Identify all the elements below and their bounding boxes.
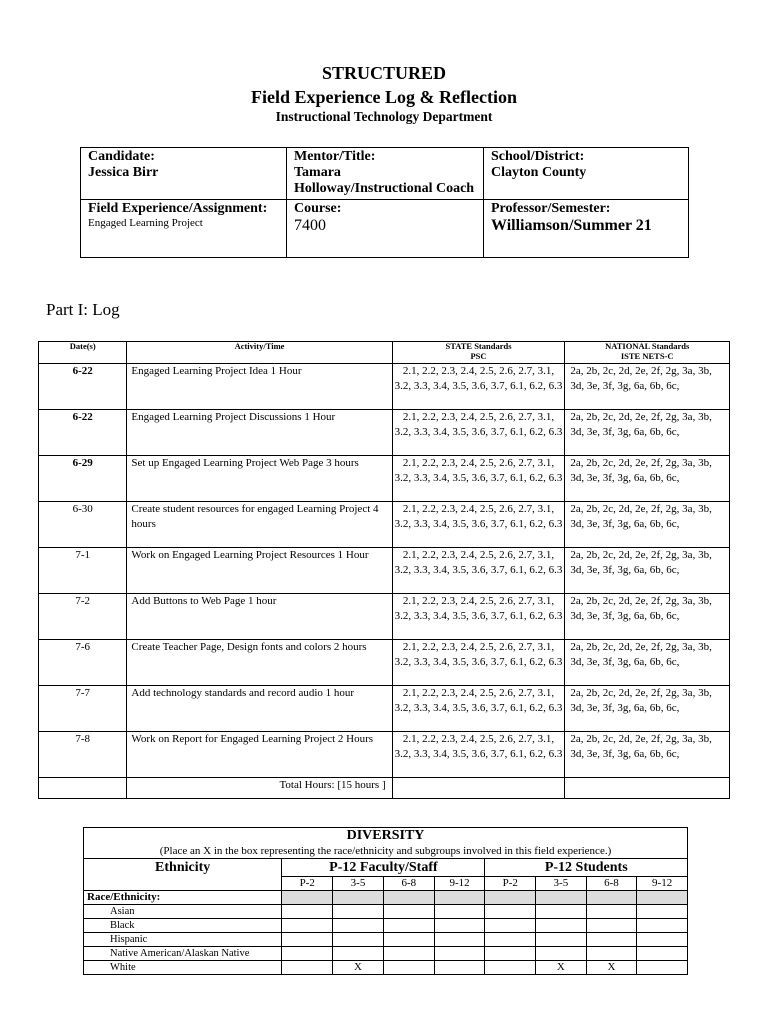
field-experience-value: Engaged Learning Project (88, 217, 203, 229)
course-value: 7400 (294, 217, 326, 234)
shaded-cell (586, 891, 637, 905)
mark-cell[interactable] (536, 905, 587, 919)
mark-cell[interactable] (637, 961, 688, 975)
mark-cell[interactable] (485, 933, 536, 947)
shaded-cell (383, 891, 434, 905)
group-name: Black (84, 919, 282, 933)
national-standards-column-header (565, 342, 730, 364)
grade-header: 3-5 (333, 877, 384, 891)
diversity-row (84, 947, 688, 961)
document-subtitle: Field Experience Log & Reflection (251, 87, 517, 107)
grade-header: 6-8 (383, 877, 434, 891)
mentor-label: Mentor/Title: (294, 149, 376, 164)
shaded-cell (282, 891, 333, 905)
race-ethnicity-label: Race/Ethnicity: (84, 891, 282, 905)
diversity-title: DIVERSITY (84, 828, 688, 845)
mark-cell[interactable] (536, 947, 587, 961)
mark-cell[interactable] (434, 961, 485, 975)
total-empty-cell (39, 778, 127, 799)
log-row (39, 686, 730, 732)
mark-cell[interactable] (637, 919, 688, 933)
log-activity: Add Buttons to Web Page 1 hour (127, 594, 392, 640)
mark-cell[interactable] (485, 961, 536, 975)
students-header: P-12 Students (485, 859, 688, 877)
log-row (39, 594, 730, 640)
total-empty-cell (392, 778, 565, 799)
professor-label: Professor/Semester: (491, 201, 611, 216)
mark-cell[interactable] (282, 961, 333, 975)
mark-cell[interactable] (333, 947, 384, 961)
log-national-standards: 2a, 2b, 2c, 2d, 2e, 2f, 2g, 3a, 3b, 3d, 3e, 3f, 3g, 6a, 6b, 6c, (565, 640, 730, 686)
mark-cell[interactable] (586, 919, 637, 933)
log-state-standards: 2.1, 2.2, 2.3, 2.4, 2.5, 2.6, 2.7, 3.1, 3.2, 3.3, 3.4, 3.5, 3.6, 3.7, 6.1, 6.2, 6.3 (392, 502, 565, 548)
log-national-standards: 2a, 2b, 2c, 2d, 2e, 2f, 2g, 3a, 3b, 3d, 3e, 3f, 3g, 6a, 6b, 6c, (565, 732, 730, 778)
mark-cell[interactable]: X (333, 961, 384, 975)
mark-cell[interactable] (485, 947, 536, 961)
mark-cell[interactable] (282, 933, 333, 947)
log-date: 6-29 (39, 456, 127, 502)
diversity-row (84, 905, 688, 919)
log-date: 6-22 (39, 410, 127, 456)
date-column-header: Date(s) (39, 342, 127, 364)
log-activity: Work on Report for Engaged Learning Project 2 Hours (127, 732, 392, 778)
log-activity: Engaged Learning Project Idea 1 Hour (127, 364, 392, 410)
candidate-cell (81, 148, 287, 200)
log-date: 7-2 (39, 594, 127, 640)
activity-column-header: Activity/Time (127, 342, 392, 364)
group-name: Native American/Alaskan Native (84, 947, 282, 961)
log-state-standards: 2.1, 2.2, 2.3, 2.4, 2.5, 2.6, 2.7, 3.1, 3.2, 3.3, 3.4, 3.5, 3.6, 3.7, 6.1, 6.2, 6.3 (392, 548, 565, 594)
group-name: Asian (84, 905, 282, 919)
school-label: School/District: (491, 149, 585, 164)
log-state-standards: 2.1, 2.2, 2.3, 2.4, 2.5, 2.6, 2.7, 3.1, 3.2, 3.3, 3.4, 3.5, 3.6, 3.7, 6.1, 6.2, 6.3 (392, 456, 565, 502)
mark-cell[interactable] (383, 933, 434, 947)
mark-cell[interactable]: X (536, 961, 587, 975)
diversity-row (84, 919, 688, 933)
log-activity: Create Teacher Page, Design fonts and colors 2 hours (127, 640, 392, 686)
faculty-staff-header: P-12 Faculty/Staff (282, 859, 485, 877)
shaded-cell (333, 891, 384, 905)
log-row (39, 502, 730, 548)
mark-cell[interactable] (586, 905, 637, 919)
grade-header: P-2 (485, 877, 536, 891)
candidate-label: Candidate: (88, 149, 155, 164)
diversity-instructions: (Place an X in the box representing the race/ethnicity and subgroups involved in this field experience.) (84, 844, 688, 859)
log-date: 7-8 (39, 732, 127, 778)
candidate-value: Jessica Birr (88, 165, 159, 180)
grade-header: P-2 (282, 877, 333, 891)
log-national-standards: 2a, 2b, 2c, 2d, 2e, 2f, 2g, 3a, 3b, 3d, 3e, 3f, 3g, 6a, 6b, 6c, (565, 456, 730, 502)
state-standards-header-line1: STATE Standards (445, 341, 512, 351)
mark-cell[interactable] (333, 933, 384, 947)
log-date: 7-1 (39, 548, 127, 594)
log-row (39, 548, 730, 594)
shaded-cell (536, 891, 587, 905)
log-date: 7-7 (39, 686, 127, 732)
total-empty-cell (565, 778, 730, 799)
field-experience-label: Field Experience/Assignment: (88, 201, 268, 216)
log-date: 7-6 (39, 640, 127, 686)
national-standards-header-line2: ISTE NETS-C (620, 350, 674, 361)
log-activity: Add technology standards and record audio 1 hour (127, 686, 392, 732)
log-row (39, 456, 730, 502)
mark-cell[interactable] (383, 961, 434, 975)
log-activity: Set up Engaged Learning Project Web Page 3 hours (127, 456, 392, 502)
state-standards-header-line2: PSC (470, 350, 487, 361)
school-cell (484, 148, 689, 200)
log-state-standards: 2.1, 2.2, 2.3, 2.4, 2.5, 2.6, 2.7, 3.1, 3.2, 3.3, 3.4, 3.5, 3.6, 3.7, 6.1, 6.2, 6.3 (392, 640, 565, 686)
log-national-standards: 2a, 2b, 2c, 2d, 2e, 2f, 2g, 3a, 3b, 3d, 3e, 3f, 3g, 6a, 6b, 6c, (565, 548, 730, 594)
mark-cell[interactable] (485, 919, 536, 933)
mentor-cell (287, 148, 484, 200)
national-standards-header-line1: NATIONAL Standards (605, 341, 690, 351)
log-national-standards: 2a, 2b, 2c, 2d, 2e, 2f, 2g, 3a, 3b, 3d, 3e, 3f, 3g, 6a, 6b, 6c, (565, 364, 730, 410)
mark-cell[interactable] (536, 919, 587, 933)
mentor-value: Tamara Holloway/Instructional Coach (294, 165, 475, 196)
total-row (39, 778, 730, 799)
grade-header: 9-12 (434, 877, 485, 891)
diversity-row (84, 961, 688, 975)
mark-cell[interactable] (282, 947, 333, 961)
log-national-standards: 2a, 2b, 2c, 2d, 2e, 2f, 2g, 3a, 3b, 3d, 3e, 3f, 3g, 6a, 6b, 6c, (565, 502, 730, 548)
field-experience-cell (81, 200, 287, 258)
log-row (39, 364, 730, 410)
diversity-table (83, 827, 688, 975)
course-label: Course: (294, 201, 342, 216)
log-row (39, 410, 730, 456)
log-national-standards: 2a, 2b, 2c, 2d, 2e, 2f, 2g, 3a, 3b, 3d, 3e, 3f, 3g, 6a, 6b, 6c, (565, 594, 730, 640)
ethnicity-header: Ethnicity (84, 859, 282, 891)
course-cell (287, 200, 484, 258)
department-name: Instructional Technology Department (275, 109, 493, 124)
mark-cell[interactable] (282, 919, 333, 933)
mark-cell[interactable] (383, 947, 434, 961)
shaded-cell (434, 891, 485, 905)
log-national-standards: 2a, 2b, 2c, 2d, 2e, 2f, 2g, 3a, 3b, 3d, 3e, 3f, 3g, 6a, 6b, 6c, (565, 410, 730, 456)
log-activity: Create student resources for engaged Learning Project 4 hours (127, 502, 392, 548)
log-row (39, 640, 730, 686)
log-activity: Work on Engaged Learning Project Resources 1 Hour (127, 548, 392, 594)
log-activity: Engaged Learning Project Discussions 1 Hour (127, 410, 392, 456)
mark-cell[interactable] (333, 919, 384, 933)
mark-cell[interactable] (637, 933, 688, 947)
mark-cell[interactable] (536, 933, 587, 947)
mark-cell[interactable] (586, 947, 637, 961)
professor-value: Williamson/Summer 21 (491, 217, 652, 234)
school-value: Clayton County (491, 165, 587, 180)
log-state-standards: 2.1, 2.2, 2.3, 2.4, 2.5, 2.6, 2.7, 3.1, 3.2, 3.3, 3.4, 3.5, 3.6, 3.7, 6.1, 6.2, 6.3 (392, 410, 565, 456)
mark-cell[interactable] (485, 905, 536, 919)
mark-cell[interactable] (637, 905, 688, 919)
total-hours: Total Hours: [15 hours ] (127, 778, 392, 799)
log-date: 6-30 (39, 502, 127, 548)
log-state-standards: 2.1, 2.2, 2.3, 2.4, 2.5, 2.6, 2.7, 3.1, 3.2, 3.3, 3.4, 3.5, 3.6, 3.7, 6.1, 6.2, 6.3 (392, 732, 565, 778)
diversity-row (84, 933, 688, 947)
log-state-standards: 2.1, 2.2, 2.3, 2.4, 2.5, 2.6, 2.7, 3.1, 3.2, 3.3, 3.4, 3.5, 3.6, 3.7, 6.1, 6.2, 6.3 (392, 686, 565, 732)
mark-cell[interactable] (383, 905, 434, 919)
grade-header: 9-12 (637, 877, 688, 891)
mark-cell[interactable] (637, 947, 688, 961)
mark-cell[interactable] (434, 947, 485, 961)
part-one-heading: Part I: Log (46, 300, 120, 319)
log-date: 6-22 (39, 364, 127, 410)
log-state-standards: 2.1, 2.2, 2.3, 2.4, 2.5, 2.6, 2.7, 3.1, 3.2, 3.3, 3.4, 3.5, 3.6, 3.7, 6.1, 6.2, 6.3 (392, 364, 565, 410)
field-log-table (38, 341, 730, 799)
mark-cell[interactable] (282, 905, 333, 919)
mark-cell[interactable] (586, 933, 637, 947)
group-name: White (84, 961, 282, 975)
mark-cell[interactable] (434, 919, 485, 933)
shaded-cell (637, 891, 688, 905)
mark-cell[interactable] (434, 933, 485, 947)
log-national-standards: 2a, 2b, 2c, 2d, 2e, 2f, 2g, 3a, 3b, 3d, 3e, 3f, 3g, 6a, 6b, 6c, (565, 686, 730, 732)
candidate-info-table (80, 147, 689, 258)
mark-cell[interactable] (333, 905, 384, 919)
state-standards-column-header (392, 342, 565, 364)
grade-header: 6-8 (586, 877, 637, 891)
professor-cell (484, 200, 689, 258)
grade-header: 3-5 (536, 877, 587, 891)
log-state-standards: 2.1, 2.2, 2.3, 2.4, 2.5, 2.6, 2.7, 3.1, 3.2, 3.3, 3.4, 3.5, 3.6, 3.7, 6.1, 6.2, 6.3 (392, 594, 565, 640)
mark-cell[interactable] (383, 919, 434, 933)
document-title: STRUCTURED (321, 63, 447, 83)
group-name: Hispanic (84, 933, 282, 947)
mark-cell[interactable] (434, 905, 485, 919)
mark-cell[interactable]: X (586, 961, 637, 975)
log-row (39, 732, 730, 778)
shaded-cell (485, 891, 536, 905)
